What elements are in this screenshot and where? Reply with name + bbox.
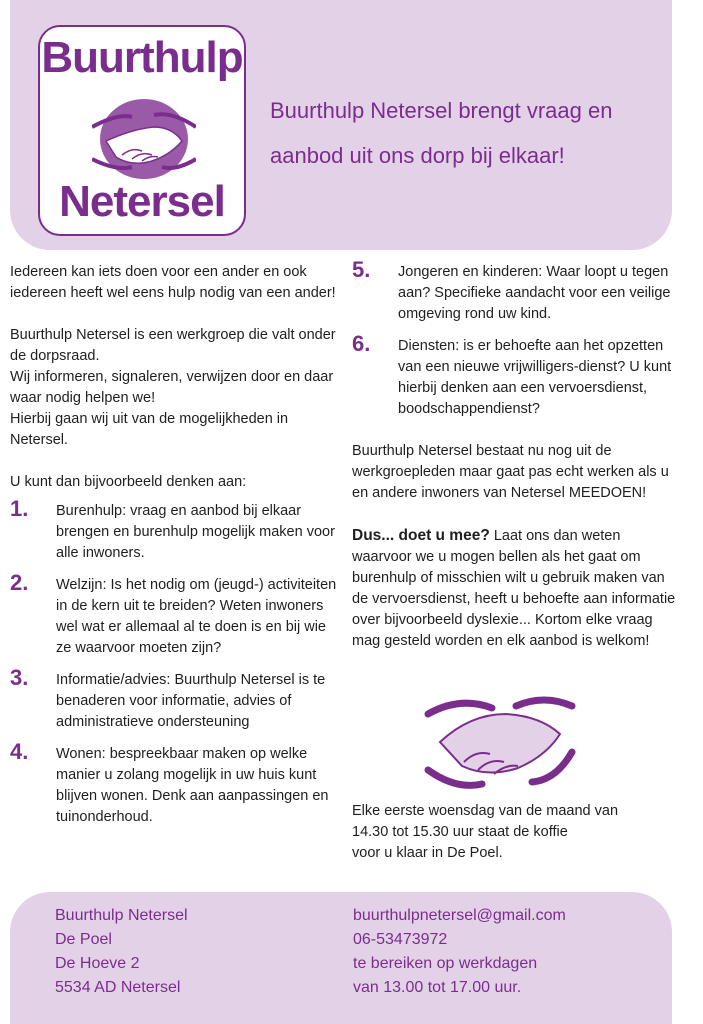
header-panel [10, 0, 672, 250]
about-line2: Wij informeren, signaleren, verwijzen door en daar waar nodig helpen we! [10, 369, 334, 406]
footer-postcode: 5534 AD Netersel [55, 979, 181, 996]
list-text: Informatie/advies: Buurthulp Netersel is te benaderen voor informatie, advies of administratieve ondersteuning [56, 672, 326, 730]
list-item [10, 739, 340, 828]
list-number: 6. [352, 331, 371, 356]
coffee-line1: Elke eerste woensdag van de maand van [352, 803, 619, 819]
tagline-line2: aanbod uit ons dorp bij elkaar! [270, 143, 565, 168]
footer-hours-line2: van 13.00 tot 17.00 uur. [353, 979, 522, 996]
list-number: 2. [10, 570, 29, 595]
handshake-icon [420, 692, 580, 792]
cta-bold: Dus... doet u mee? [352, 527, 490, 544]
list-number: 1. [10, 496, 29, 521]
logo-top-text: Buurthulp [41, 33, 243, 82]
footer-hours-line1: te bereiken op werkdagen [353, 955, 538, 972]
list-item [10, 570, 340, 659]
footer-panel [10, 892, 672, 1024]
list-number: 5. [352, 257, 371, 282]
coffee-line3: voor u klaar in De Poel. [352, 845, 503, 861]
about-line3: Hierbij gaan wij uit van de mogelijkheden in Netersel. [10, 411, 289, 448]
list-text: Burenhulp: vraag en aanbod bij elkaar brengen en burenhulp mogelijk maken voor alle inwoners. [56, 503, 335, 561]
about-line1: Buurthulp Netersel is een werkgroep die valt onder de dorpsraad. [10, 327, 336, 364]
list-item [352, 257, 682, 325]
list-text: Welzijn: Is het nodig om (jeugd-) activiteiten in de kern uit te breiden? Weten inwoners wel wat er allemaal al te doen is en bij wie ze waarvoor moeten zijn? [56, 577, 337, 656]
list-number: 4. [10, 739, 29, 764]
think-text: U kunt dan bijvoorbeeld denken aan: [10, 474, 247, 490]
coffee-text [352, 801, 682, 864]
coffee-line2: 14.30 tot 15.30 uur staat de koffie [352, 824, 568, 840]
status-text: Buurthulp Netersel bestaat nu nog uit de werkgroepleden maar gaat pas echt werken als u en andere inwoners van Netersel MEEDOEN! [352, 443, 669, 501]
tagline [270, 88, 670, 178]
right-column [352, 257, 682, 673]
footer-street: De Hoeve 2 [55, 955, 140, 972]
footer-location: De Poel [55, 931, 112, 948]
about-text [10, 325, 340, 451]
intro-text: Iedereen kan iets doen voor een ander en ook iedereen heeft wel eens hulp nodig van een ander! [10, 264, 336, 301]
footer-contact [353, 904, 566, 1000]
cta-body: Laat ons dan weten waarvoor we u mogen bellen als het gaat om burenhulp of misschien wilt u gebruik maken van de vervoersdienst, heeft u behoefte aan informatie over bijvoorbeeld dyslexie... Kortom elke vraag mag gesteld worden en elk aanbod is welkom! [352, 528, 676, 649]
logo [38, 25, 246, 236]
logo-bottom-text: Netersel [59, 177, 225, 226]
list-item [10, 496, 340, 564]
list-text: Diensten: is er behoefte aan het opzetten van een nieuwe vrijwilligers-dienst? U kunt hierbij denken aan een vervoersdienst, boodschappendienst? [398, 338, 672, 417]
list-item [10, 665, 340, 733]
left-column [10, 262, 340, 839]
tagline-line1: Buurthulp Netersel brengt vraag en [270, 98, 613, 123]
list-item [352, 331, 682, 420]
footer-address [55, 904, 188, 1000]
handshake-icon [92, 97, 196, 181]
list-text: Jongeren en kinderen: Waar loopt u tegen aan? Specifieke aandacht voor een veilige omgeving rond uw kind. [398, 264, 671, 322]
footer-phone[interactable]: 06-53473972 [353, 931, 448, 948]
footer-email[interactable]: buurthulpnetersel@gmail.com [353, 907, 566, 924]
cta-text [352, 525, 682, 652]
list-text: Wonen: bespreekbaar maken op welke manier u zolang mogelijk in uw huis kunt blijven wonen. Denk aan aanpassingen en tuinonderhoud. [56, 746, 329, 825]
footer-name: Buurthulp Netersel [55, 907, 188, 924]
list-number: 3. [10, 665, 29, 690]
